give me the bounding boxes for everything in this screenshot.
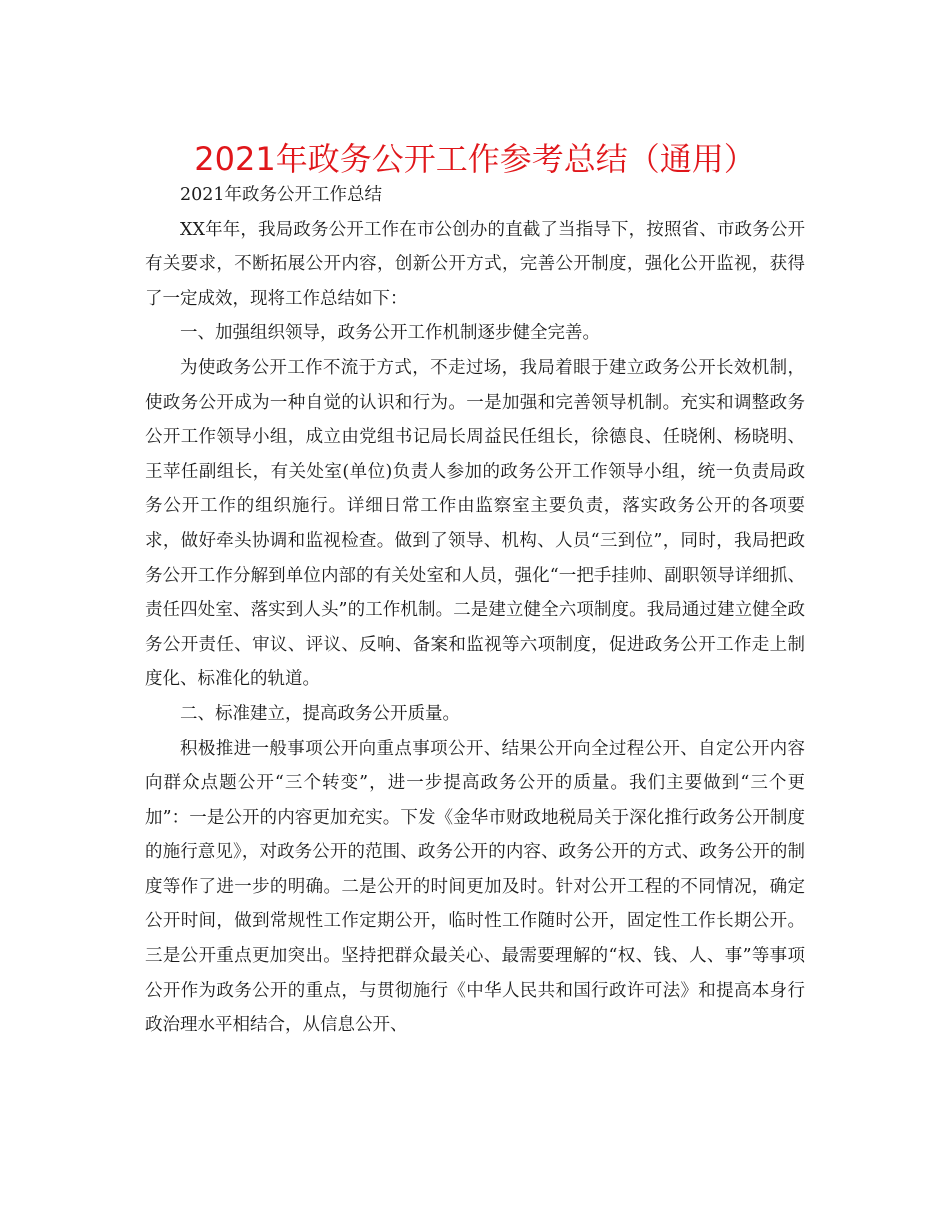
paragraph-section-1: 为使政务公开工作不流于方式，不走过场，我局着眼于建立政务公开长效机制，使政务公开成为一种自觉的认识和行为。一是加强和完善领导机制。充实和调整政务公开工作领导小组，成立由党组书记局长周益民任组长，徐德良、任晓俐、杨晓明、王苹任副组长，有关处室(单位)负责人参加的政务公开工作领导小组，统一负责局政务公开工作的组织施行。详细日常工作由监察室主要负责，落实政务公开的各项要求，做好牵头协调和监视检查。做到了领导、机构、人员“三到位”，同时，我局把政务公开工作分解到单位内部的有关处室和人员，强化“一把手挂帅、副职领导详细抓、责任四处室、落实到人头”的工作机制。二是建立健全六项制度。我局通过建立健全政务公开责任、审议、评议、反响、备案和监视等六项制度，促进政务公开工作走上制度化、标准化的轨道。 [145,357,805,690]
paragraph-subtitle: 2021年政务公开工作总结 [180,185,383,205]
section-heading-2: 二、标准建立，提高政务公开质量。 [180,703,460,724]
document-title: 2021年政务公开工作参考总结（通用） [194,140,756,178]
section-heading-1: 一、加强组织领导，政务公开工作机制逐步健全完善。 [180,323,600,344]
paragraph-intro: XX年年，我局政务公开工作在市公创办的直截了当指导下，按照省、市政务公开有关要求，不断拓展公开内容，创新公开方式，完善公开制度，强化公开监视，获得了一定成效，现将工作总结如下： [145,219,805,309]
paragraph-section-2: 积极推进一般事项公开向重点事项公开、结果公开向全过程公开、自定公开内容向群众点题公开“三个转变”，进一步提高政务公开的质量。我们主要做到“三个更加”：一是公开的内容更加充实。下发《金华市财政地税局关于深化推行政务公开制度的施行意见》，对政务公开的范围、政务公开的内容、政务公开的方式、政务公开的制度等作了进一步的明确。二是公开的时间更加及时。针对公开工程的不同情况，确定公开时间，做到常规性工作定期公开，临时性工作随时公开，固定性工作长期公开。三是公开重点更加突出。坚持把群众最关心、最需要理解的“权、钱、人、事”等事项公开作为政务公开的重点，与贯彻施行《中华人民共和国行政许可法》和提高本身行政治理水平相结合，从信息公开、 [145,738,805,1036]
document-body [145,178,805,1043]
